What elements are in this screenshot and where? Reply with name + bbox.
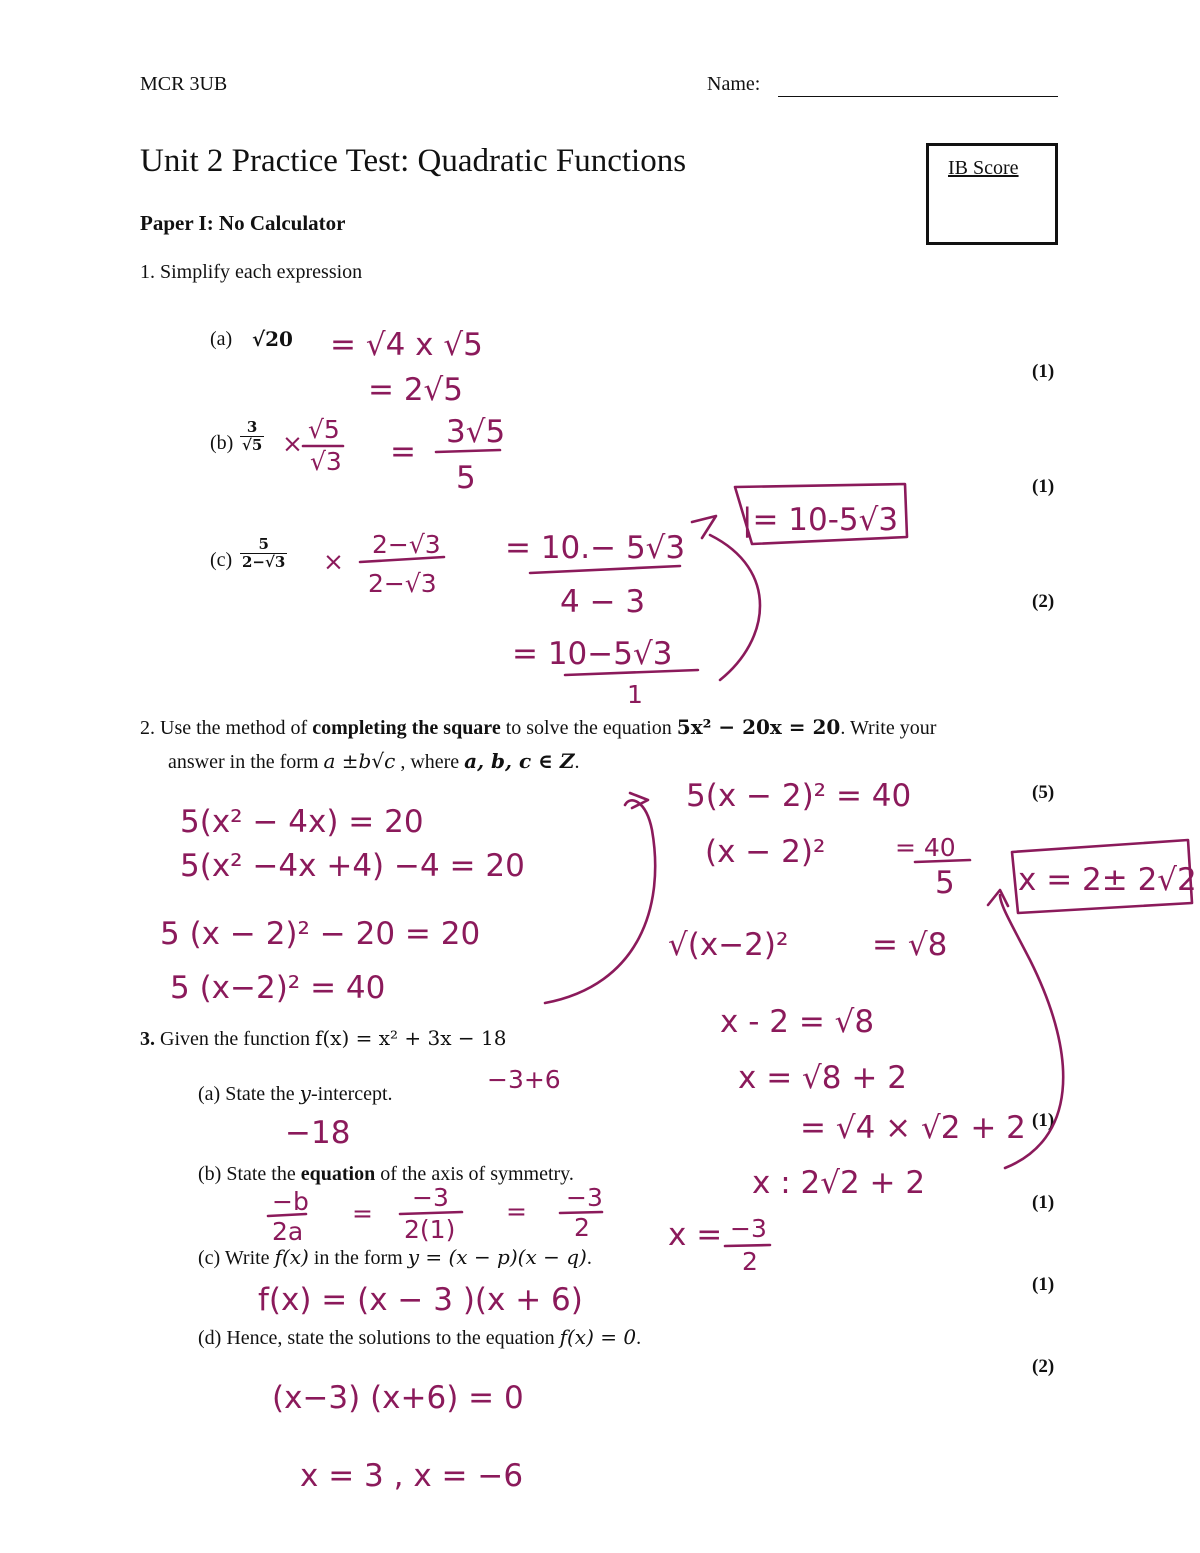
- q3a-variable: y: [299, 1081, 311, 1105]
- q3c-text-1: (c) Write: [198, 1247, 275, 1269]
- hw-q2-arrow-left: [545, 800, 655, 1003]
- paper-heading: Paper I: No Calculator: [140, 211, 346, 235]
- q3-text-1: Given the function: [155, 1028, 315, 1050]
- q2-number: 2.: [140, 717, 155, 739]
- q1c-marks: (2): [1032, 591, 1055, 612]
- hw-q2-boxed-answer: x = 2± 2√2: [1018, 862, 1197, 898]
- hw-q3b-right-num: −3: [730, 1214, 767, 1243]
- q1c-denominator: 2−√3: [242, 553, 286, 571]
- hw-q1a-line2: = 2√5: [368, 372, 464, 408]
- q3d-prompt: [198, 1325, 641, 1350]
- score-label: IB Score: [948, 157, 1019, 179]
- course-code: MCR 3UB: [140, 73, 228, 95]
- hw-q2-answer-box: [1012, 840, 1192, 913]
- hw-q2-right2-bar: [915, 860, 970, 862]
- hw-q2-right5: x = √8 + 2: [738, 1060, 907, 1096]
- q1a-marks: (1): [1032, 361, 1055, 382]
- q1a-label: (a): [210, 328, 233, 350]
- hw-q3b-num1: −b: [272, 1187, 309, 1216]
- hw-q3b-bar3: [560, 1212, 602, 1213]
- hw-q2-right1: 5(x − 2)² = 40: [686, 778, 912, 814]
- hw-q2-right2a: (x − 2)²: [705, 834, 826, 870]
- hw-q3b-den3: 2: [574, 1213, 590, 1242]
- q2-text-4: answer in the form: [168, 751, 324, 773]
- q3b-text-2: of the axis of symmetry.: [375, 1163, 574, 1185]
- hw-q3b-right-bar: [725, 1245, 770, 1246]
- q3-number: 3.: [140, 1028, 155, 1050]
- q2-text-2: to solve the equation: [500, 717, 677, 739]
- q3b-bold: equation: [300, 1163, 376, 1185]
- q3d-text-1: (d) Hence, state the solutions to the equation: [198, 1327, 560, 1349]
- q1c-fraction: [240, 536, 287, 571]
- hw-q3a-answer: −18: [285, 1115, 351, 1151]
- q3b-prompt: [198, 1163, 574, 1186]
- hw-q1c-bar2: [530, 566, 680, 573]
- q3c-text-2: in the form: [308, 1247, 408, 1269]
- hw-q1b-result-den: 5: [456, 460, 476, 496]
- hw-q2-line4: 5 (x−2)² = 40: [170, 970, 386, 1006]
- hw-q3b-num3: −3: [566, 1183, 603, 1212]
- hw-q2-right4: x - 2 = √8: [720, 1004, 875, 1040]
- hw-q1c-line1: = 10.− 5√3: [505, 530, 686, 566]
- q1b-denominator: √5: [242, 436, 263, 454]
- hw-q2-arrow-head-left: [630, 793, 648, 808]
- q1b-numerator: 3: [240, 419, 264, 437]
- name-blank-line[interactable]: [778, 96, 1058, 97]
- hw-q3b-eq1: =: [352, 1199, 373, 1228]
- q2-bold-method: completing the square: [312, 717, 501, 739]
- hw-q2-arrow-head-right: [988, 890, 1008, 906]
- name-label: Name:: [707, 73, 761, 95]
- q3c-fx: f(x): [274, 1245, 309, 1269]
- hw-q1b-mult: ×: [282, 429, 303, 458]
- hw-q1a-line1: = √4 x √5: [330, 327, 483, 363]
- q1-prompt: 1. Simplify each expression: [140, 261, 363, 283]
- q3c-prompt: [198, 1245, 592, 1270]
- hw-q1b-eq: =: [390, 434, 416, 470]
- hw-q1c-den1: 4 − 3: [560, 584, 646, 620]
- q3c-marks: (1): [1032, 1274, 1055, 1295]
- q2-line1: [140, 715, 936, 740]
- q3d-text-2: .: [636, 1327, 642, 1349]
- hw-q3d-line1: (x−3) (x+6) = 0: [272, 1380, 524, 1416]
- q3b-text-1: (b) State the: [198, 1163, 301, 1185]
- q2-text-1: Use the method of: [160, 717, 313, 739]
- q1a-expression: √20: [252, 327, 293, 351]
- q3a-prompt: [198, 1081, 393, 1106]
- hw-q1c-num: 2−√3: [372, 530, 441, 559]
- hw-q3b-den1: 2a: [272, 1217, 304, 1246]
- hw-q2-line2: 5(x² −4x +4) −4 = 20: [180, 848, 525, 884]
- hw-q2-line1: 5(x² − 4x) = 20: [180, 804, 424, 840]
- hw-q2-line3: 5 (x − 2)² − 20 = 20: [160, 916, 481, 952]
- q3d-equation: f(x) = 0: [559, 1325, 637, 1349]
- hw-q3-top: −3+6: [487, 1065, 561, 1094]
- hw-q3b-den2: 2(1): [404, 1215, 456, 1244]
- q3-prompt: [140, 1026, 506, 1051]
- q3c-form: y = (x − p)(x − q): [407, 1245, 587, 1269]
- q2-set: a, b, c ∈ Z: [464, 749, 575, 773]
- hw-q1c-boxed-answer: |= 10-5√3: [742, 502, 899, 538]
- q3-function: f(x) = x² + 3x − 18: [314, 1026, 507, 1050]
- hw-q1c-den: 2−√3: [368, 569, 437, 598]
- hw-q2-right2-num: = 40: [895, 833, 956, 862]
- hw-q1c-answer-box: [735, 484, 907, 544]
- hw-q3b-num2: −3: [412, 1183, 449, 1212]
- q2-line2: [168, 749, 579, 774]
- hw-q1c-line2: = 10−5√3: [512, 636, 673, 672]
- hw-q2-right3: √(x−2)²: [668, 927, 789, 963]
- q1c-label: (c): [210, 549, 233, 571]
- q1b-marks: (1): [1032, 476, 1055, 497]
- hw-q2-right3b: = √8: [872, 927, 948, 963]
- q2-equation: 5x² − 20x = 20: [676, 715, 841, 739]
- hw-q3c-answer: f(x) = (x − 3 )(x + 6): [258, 1282, 583, 1318]
- hw-q3b-eq2: =: [506, 1197, 527, 1226]
- q2-form: a ±b√c: [323, 749, 396, 773]
- hw-q2-right2-den: 5: [935, 865, 955, 901]
- q2-text-6: .: [574, 751, 580, 773]
- q1c-numerator: 5: [240, 536, 287, 554]
- hw-q1c-den2: 1: [627, 680, 643, 709]
- q1b-fraction: [240, 419, 264, 454]
- hw-q1c-bar: [360, 557, 444, 562]
- q3d-marks: (2): [1032, 1356, 1055, 1377]
- q3b-marks: (1): [1032, 1192, 1055, 1213]
- q3a-marks: (1): [1032, 1110, 1055, 1131]
- q2-text-5: , where: [395, 751, 465, 773]
- hw-q3b-right: x =: [668, 1217, 723, 1253]
- hw-q1b-result-bar: [436, 450, 500, 452]
- hw-q3d-line2: x = 3 , x = −6: [300, 1458, 524, 1494]
- q3a-text-2: -intercept.: [310, 1083, 393, 1105]
- hw-q1c-bar3: [565, 670, 698, 675]
- hw-q3b-bar1: [268, 1214, 306, 1216]
- q3a-text-1: (a) State the: [198, 1083, 300, 1105]
- q2-marks: (5): [1032, 782, 1055, 803]
- hw-q2-right6: = √4 × √2 + 2: [800, 1110, 1026, 1146]
- q2-text-3: . Write your: [840, 717, 937, 739]
- page-title: Unit 2 Practice Test: Quadratic Functions: [140, 143, 687, 179]
- hw-q3b-right-den: 2: [742, 1247, 758, 1276]
- hw-q2-right7: x : 2√2 + 2: [752, 1165, 926, 1201]
- hw-q1b-den: √3: [310, 447, 342, 476]
- hw-q1c-arrow: [692, 516, 760, 680]
- hw-q3b-bar2: [400, 1212, 462, 1214]
- q1b-label: (b): [210, 432, 234, 454]
- hw-q1b-result-num: 3√5: [446, 414, 506, 450]
- hw-q1b-num: √5: [308, 415, 340, 444]
- q3c-text-3: .: [586, 1247, 592, 1269]
- hw-q1c-mult: ×: [323, 547, 344, 576]
